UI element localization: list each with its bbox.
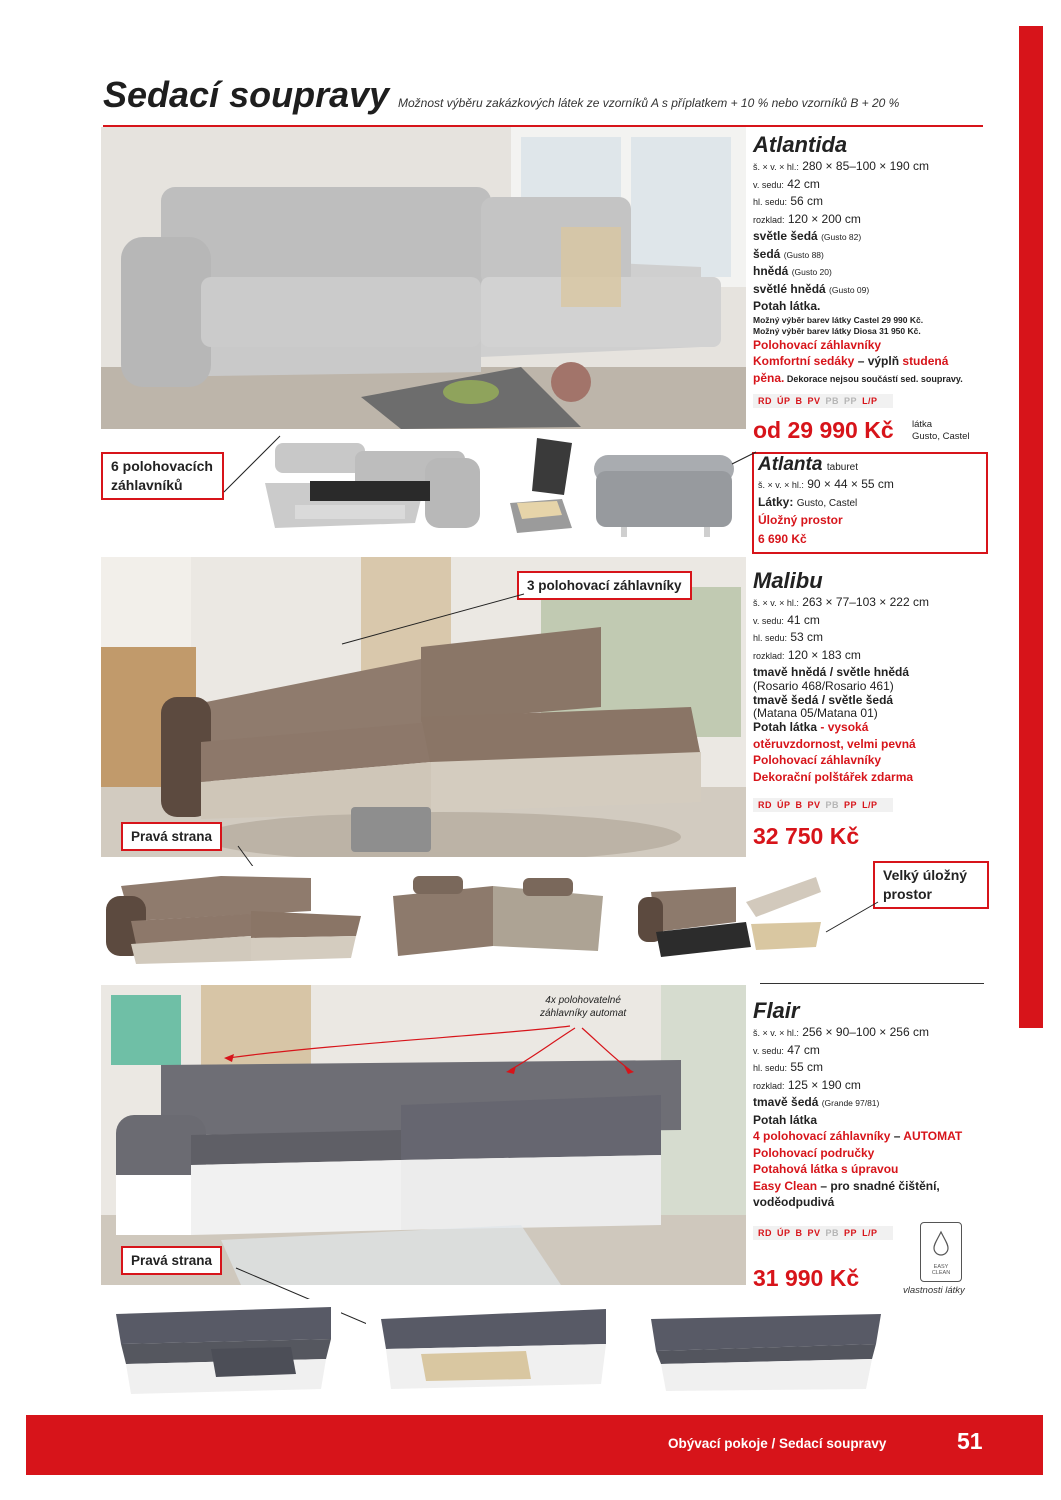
malibu-headrests-callout: 3 polohovací záhlavníky [517, 571, 692, 600]
feature: Úložný prostor [758, 513, 843, 527]
atlanta-box-pointer [730, 448, 760, 468]
malibu-specs [753, 568, 1013, 785]
feature: Easy Clean [753, 1178, 818, 1193]
color-option: tmavě šedá / světle šedá [753, 692, 894, 707]
dims-value: 256 × 90–100 × 256 cm [802, 1025, 929, 1039]
flair-specs [753, 998, 1013, 1211]
decor-note: Dekorace nejsou součástí sed. soupravy. [784, 373, 963, 384]
seat-depth-label: hl. sedu: [753, 633, 788, 643]
seat-height-label: v. sedu: [753, 1045, 784, 1056]
color-option: světlé hnědá [753, 281, 826, 296]
atlantida-price-note [912, 419, 970, 443]
seat-depth-value: 55 cm [790, 1060, 824, 1074]
color-code: (Matana 05/Matana 01) [753, 706, 878, 720]
flair-auto-arrows [210, 1024, 640, 1080]
feature: Polohovací záhlavníky [753, 753, 882, 767]
color-code: (Grande 97/81) [821, 1098, 880, 1108]
flair-view-storage [366, 1299, 616, 1399]
atlantida-photo [101, 127, 746, 429]
code-pb: PB [825, 396, 840, 406]
flair-auto-callout [540, 994, 626, 1020]
feature: otěruvzdornost, velmi pevná [753, 736, 916, 751]
atlantida-codes [758, 396, 883, 406]
section-divider [760, 983, 984, 984]
page-number: 51 [957, 1428, 983, 1454]
color-code: (Gusto 09) [829, 284, 870, 295]
fabric-note: Možný výběr barev látky Diosa 31 950 Kč. [753, 325, 921, 336]
atlanta-type: taburet [826, 462, 858, 473]
feature: – pro snadné čištění, [817, 1178, 940, 1193]
malibu-codes [758, 800, 883, 810]
code-pv: PV [807, 800, 821, 810]
atlantida-headrests-callout [101, 452, 224, 500]
malibu-storage-pointer [822, 900, 882, 936]
feature: Polohovací područky [753, 1145, 875, 1160]
code-lp: L/P [862, 1228, 878, 1238]
fabric: Potah látka [753, 1112, 818, 1127]
atlanta-name: Atlanta [758, 454, 823, 475]
color-option: tmavě hnědá / světle hnědá [753, 665, 910, 679]
malibu-storage-callout [873, 861, 989, 909]
callout-line: 4x polohovatelné [545, 995, 621, 1006]
fabric-label: Látky: [758, 494, 794, 509]
callout-line: 6 polohovacích [111, 458, 213, 474]
code-b: B [795, 800, 803, 810]
color-code: (Gusto 88) [783, 249, 824, 260]
footer-bar [26, 1415, 1043, 1475]
fabric: Potah látka [753, 720, 818, 734]
malibu-name: Malibu [753, 568, 823, 593]
color-code: (Gusto 20) [791, 267, 832, 277]
dims-label: š. × v. × hl.: [753, 598, 799, 608]
page-subtitle: Možnost výběru zakázkových látek ze vzorníků A s příplatkem + 10 % nebo vzorníků B + 20 % [398, 96, 900, 110]
color-code: (Gusto 82) [821, 232, 862, 242]
seat-height-value: 41 cm [787, 612, 820, 627]
flair-name: Flair [753, 998, 800, 1023]
seat-depth-label: hl. sedu: [753, 197, 788, 207]
flair-view-bed [101, 1299, 341, 1399]
code-pv: PV [807, 1228, 821, 1238]
color-option: šedá [753, 246, 781, 261]
fabric-note: Možný výběr barev látky Castel 29 990 Kč. [753, 314, 924, 325]
atlantida-specs [753, 132, 1013, 387]
fabric-value: Gusto, Castel [796, 497, 858, 509]
bed-size-label: rozklad: [753, 1080, 785, 1091]
feature: Polohovací záhlavníky [753, 337, 882, 352]
atlantida-taburet-photo [586, 447, 746, 547]
color-option: hnědá [753, 264, 789, 278]
flair-view-angle [636, 1299, 886, 1399]
malibu-headrests-pointer [338, 590, 528, 650]
code-lp: L/P [862, 800, 878, 810]
price-note-line: Gusto, Castel [912, 431, 970, 442]
feature: voděodpudivá [753, 1195, 835, 1209]
code-pb: PB [825, 800, 840, 810]
atlantida-storage-photo [502, 433, 582, 543]
code-up: ÚP [777, 396, 791, 406]
price-note-line: látka [912, 419, 933, 430]
dims-value: 280 × 85–100 × 190 cm [802, 159, 929, 173]
easy-clean-badge [920, 1222, 962, 1282]
code-pv: PV [807, 396, 821, 406]
atlantida-name: Atlantida [753, 132, 848, 157]
feature: – výplň [854, 354, 903, 368]
bed-size-value: 120 × 200 cm [787, 211, 861, 226]
feature: pěna. [753, 370, 785, 385]
dims-label: š. × v. × hl.: [753, 162, 799, 172]
callout-line: Velký úložný [883, 867, 968, 883]
bed-size-label: rozklad: [753, 214, 785, 225]
malibu-view-right [101, 866, 371, 970]
seat-height-value: 47 cm [787, 1042, 820, 1057]
bed-size-value: 120 × 183 cm [787, 647, 861, 662]
atlantida-price: od 29 990 Kč [753, 417, 894, 443]
feature: Dekorační polštářek zdarma [753, 769, 914, 784]
code-rd: RD [758, 1228, 772, 1238]
malibu-view-back [383, 866, 615, 970]
code-pb: PB [825, 1228, 840, 1238]
code-up: ÚP [777, 800, 791, 810]
dims-label: š. × v. × hl.: [753, 1028, 799, 1038]
seat-height-label: v. sedu: [753, 179, 784, 190]
badge-text: EASY CLEAN [931, 1264, 951, 1276]
code-rd: RD [758, 396, 772, 406]
color-option: tmavě šedá [753, 1095, 819, 1109]
seat-depth-label: hl. sedu: [753, 1063, 788, 1073]
flair-codes [758, 1228, 883, 1238]
flair-price: 31 990 Kč [753, 1265, 860, 1291]
feature: – [890, 1129, 904, 1143]
water-drop-icon [928, 1229, 954, 1259]
footer-section: Obývací pokoje / Sedací soupravy [668, 1436, 887, 1451]
malibu-view-storage [636, 862, 831, 972]
feature: studená [902, 354, 949, 368]
fabric-highlight: - vysoká [817, 720, 869, 734]
callout-line: záhlavníky automat [540, 1008, 627, 1019]
bed-size-value: 125 × 190 cm [787, 1077, 861, 1092]
code-b: B [795, 1228, 803, 1238]
code-pp: PP [844, 1228, 858, 1238]
feature: Potahová látka s úpravou [753, 1162, 899, 1176]
atlanta-price: 6 690 Kč [758, 531, 807, 546]
color-option: světle šedá [753, 229, 818, 243]
code-rd: RD [758, 800, 772, 810]
code-lp: L/P [862, 396, 878, 406]
feature: Komfortní sedáky [753, 354, 855, 368]
malibu-side-callout: Pravá strana [121, 822, 222, 851]
malibu-price: 32 750 Kč [753, 823, 860, 849]
atlantida-callout-pointer [222, 430, 282, 500]
dims-label: š. × v. × hl.: [758, 480, 804, 490]
seat-height-value: 42 cm [787, 176, 820, 191]
feature: 4 polohovací záhlavníky [753, 1129, 891, 1143]
seat-height-label: v. sedu: [753, 615, 784, 626]
dims-value: 90 × 44 × 55 cm [807, 477, 894, 491]
badge-caption: vlastnosti látky [903, 1285, 965, 1296]
atlanta-specs [758, 454, 983, 547]
side-accent-bar [1019, 26, 1043, 1028]
seat-depth-value: 53 cm [790, 630, 824, 644]
code-up: ÚP [777, 1228, 791, 1238]
bed-size-label: rozklad: [753, 650, 785, 661]
dims-value: 263 × 77–103 × 222 cm [802, 595, 929, 609]
callout-line: prostor [883, 886, 932, 902]
feature: AUTOMAT [903, 1129, 963, 1143]
fabric: Potah látka. [753, 299, 821, 313]
page-title: Sedací soupravy [103, 74, 390, 115]
flair-side-callout: Pravá strana [121, 1246, 222, 1275]
code-pp: PP [844, 396, 858, 406]
callout-line: záhlavníků [111, 477, 183, 493]
code-b: B [795, 396, 803, 406]
seat-depth-value: 56 cm [790, 194, 824, 208]
code-pp: PP [844, 800, 858, 810]
color-code: (Rosario 468/Rosario 461) [753, 678, 894, 693]
atlantida-bed-photo [255, 433, 495, 543]
